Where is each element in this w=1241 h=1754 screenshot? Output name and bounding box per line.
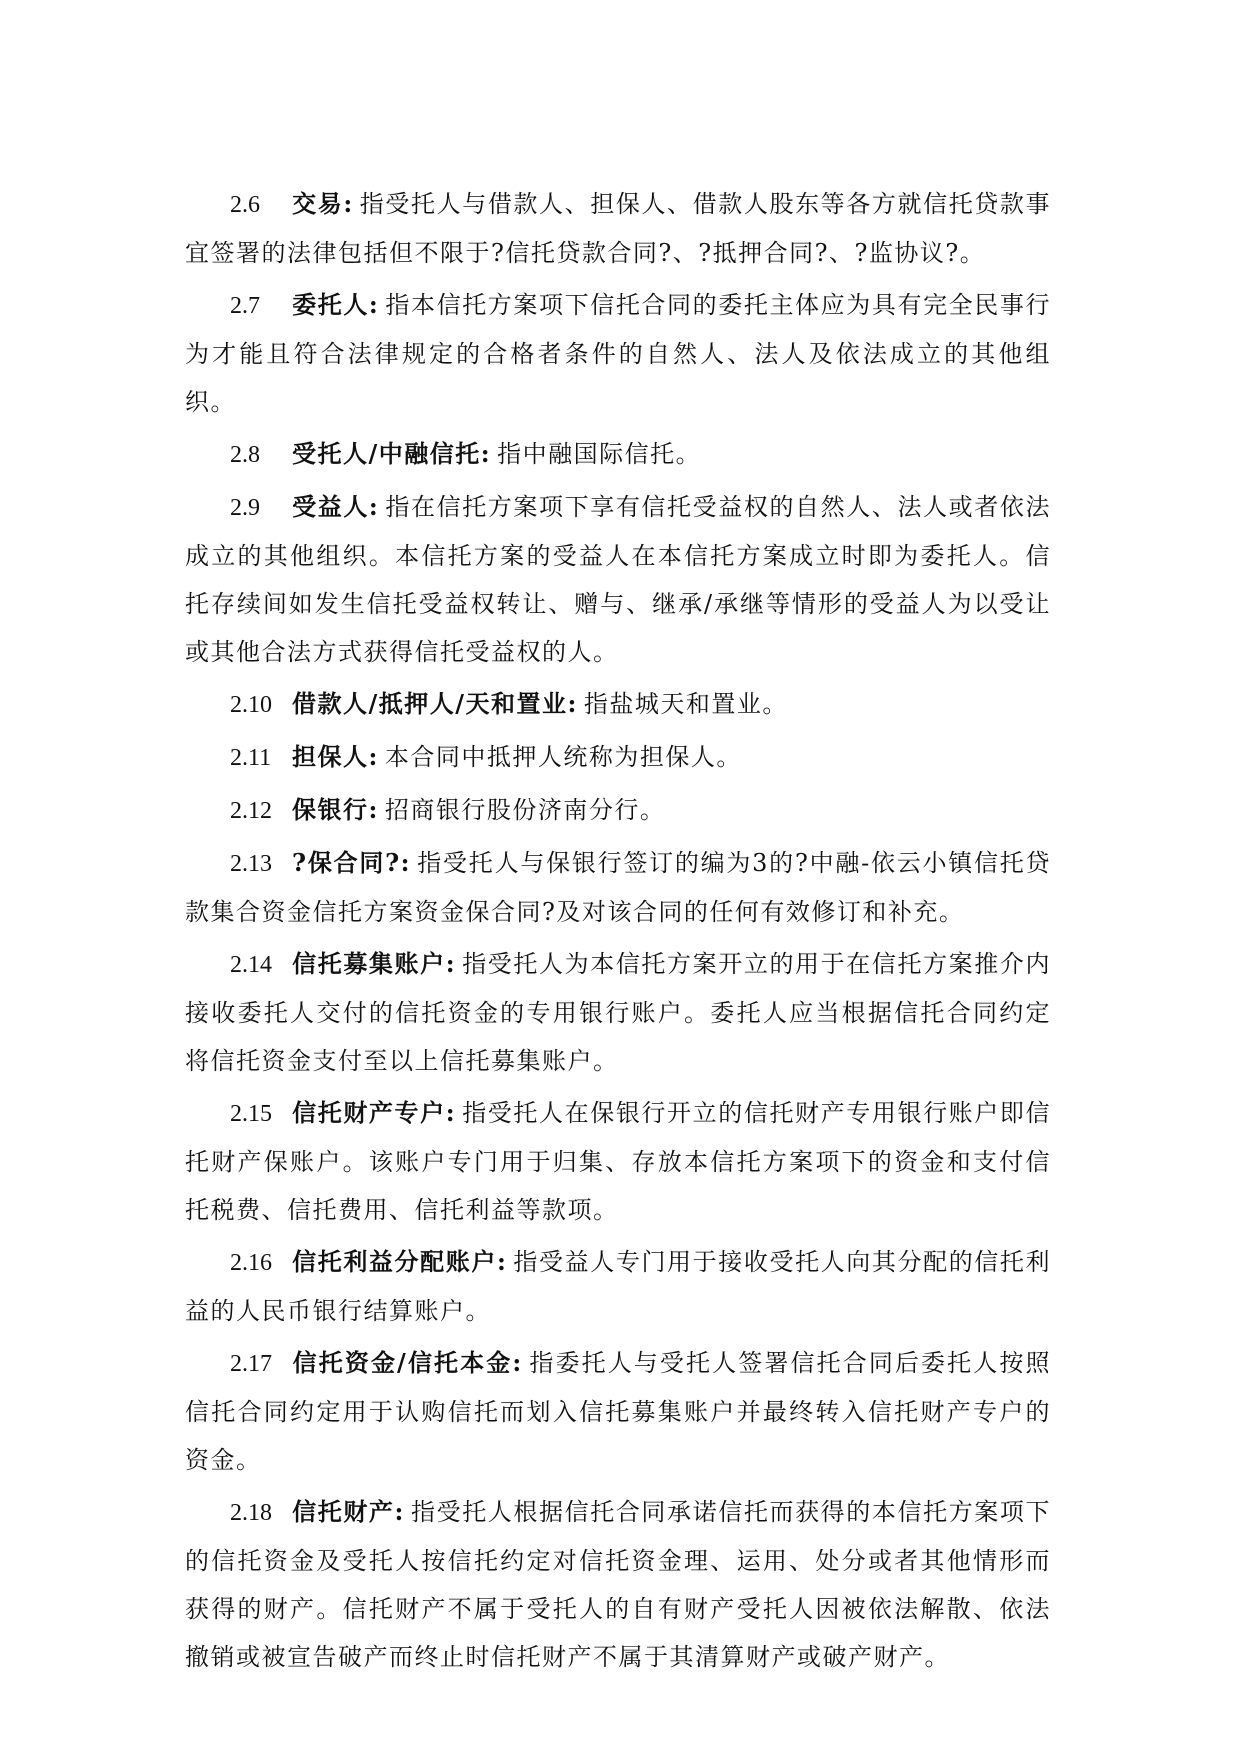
- definition-text: 指受托人根据信托合同承诺信托而获得的本信托方案项下的信托资金及受托人按信托约定对信托资金理、运用、处分或者其他情形而获得的财产。信托财产不属于受托人的自有财产受托人因被依法解散、依法撤销或被宣告破产而终止时信托财产不属于其清算财产或破产财产。: [185, 1498, 1052, 1671]
- definition-clause: [185, 180, 1051, 277]
- definition-text: 本合同中抵押人统称为担保人。: [384, 743, 742, 771]
- definition-clause: [185, 1238, 1051, 1335]
- defined-term: [292, 439, 491, 468]
- definition-clause: [185, 1488, 1051, 1681]
- definition-text: 指中融国际信托。: [497, 440, 702, 468]
- defined-term-text: 信托财产: [292, 1497, 395, 1526]
- term-separator: :: [394, 1497, 405, 1526]
- definition-text: 指受托人在保银行开立的信托财产专用银行账户即信托财产保账户。该账户专门用于归集、存放本信托方案项下的资金和支付信托税费、信托费用、信托利益等款项。: [185, 1099, 1051, 1224]
- clause-number: 2.15: [230, 1101, 272, 1127]
- definition-clause: [185, 839, 1051, 936]
- definition-text: 指受托人为本信托方案开立的用于在信托方案推介内接收委托人交付的信托资金的专用银行账户。委托人应当根据信托合同约定将信托资金支付至以上信托募集账户。: [185, 950, 1051, 1075]
- term-separator: :: [445, 1098, 457, 1127]
- defined-term: [292, 492, 379, 521]
- definition-clause: [185, 733, 1051, 782]
- definition-clause: [185, 430, 1051, 479]
- defined-term: [292, 689, 578, 718]
- defined-term: [292, 290, 379, 319]
- defined-term: [292, 189, 354, 218]
- definition-clause: [185, 483, 1051, 676]
- defined-term-text: 信托财产专户: [292, 1098, 446, 1127]
- defined-term: [292, 795, 379, 824]
- defined-term: [292, 949, 456, 978]
- defined-term-text: ?保合同?: [292, 848, 401, 877]
- definition-text: 指本信托方案项下信托合同的委托主体应为具有完全民事行为才能且符合法律规定的合格者条件的自然人、法人及依法成立的其他组织。: [185, 291, 1052, 416]
- definitions-list: [185, 180, 1051, 1685]
- defined-term-text: 借款人/抵押人/天和置业: [292, 689, 568, 718]
- definition-text: 指受托人与借款人、担保人、借款人股东等各方就信托贷款事宜签署的法律包括但不限于?信托贷款合同?、?抵押合同?、?监协议?。: [185, 190, 1052, 267]
- definition-text: 指受益人专门用于接收受托人向其分配的信托利益的人民币银行结算账户。: [185, 1248, 1052, 1325]
- definition-clause: [185, 786, 1051, 835]
- clause-number: 2.17: [230, 1351, 272, 1377]
- definition-clause: [185, 1089, 1051, 1234]
- clause-number: 2.10: [230, 692, 272, 718]
- defined-term-text: 信托募集账户: [292, 949, 446, 978]
- defined-term-text: 受益人: [292, 492, 369, 521]
- clause-number: 2.6: [230, 192, 260, 218]
- term-separator: :: [400, 848, 412, 877]
- term-separator: :: [343, 189, 354, 218]
- defined-term-text: 委托人: [292, 290, 369, 319]
- defined-term: [292, 1098, 456, 1127]
- term-separator: :: [512, 1348, 523, 1377]
- definition-clause: [185, 680, 1051, 729]
- term-separator: :: [368, 795, 379, 824]
- term-separator: :: [567, 689, 578, 718]
- clause-number: 2.9: [230, 495, 260, 521]
- term-separator: :: [445, 949, 457, 978]
- defined-term: [292, 848, 411, 877]
- defined-term-text: 担保人: [292, 742, 369, 771]
- defined-term-text: 信托利益分配账户: [292, 1247, 497, 1276]
- definition-text: 指盐城天和置业。: [583, 690, 788, 718]
- defined-term: [292, 742, 379, 771]
- clause-number: 2.18: [230, 1500, 272, 1526]
- definition-clause: [185, 281, 1051, 426]
- defined-term-text: 交易: [292, 189, 344, 218]
- definition-text: 指委托人与受托人签署信托合同后委托人按照信托合同约定用于认购信托而划入信托募集账户并最终转入信托财产专户的资金。: [185, 1349, 1051, 1474]
- defined-term-text: 保银行: [292, 795, 369, 824]
- term-separator: :: [368, 742, 379, 771]
- term-separator: :: [368, 290, 380, 319]
- definition-clause: [185, 1339, 1051, 1484]
- defined-term-text: 信托资金/信托本金: [292, 1348, 513, 1377]
- defined-term-text: 受托人/中融信托: [292, 439, 481, 468]
- clause-number: 2.12: [230, 798, 272, 824]
- definition-clause: [185, 940, 1051, 1085]
- clause-number: 2.14: [230, 952, 272, 978]
- defined-term: [292, 1247, 507, 1276]
- term-separator: :: [480, 439, 492, 468]
- defined-term: [292, 1497, 405, 1526]
- clause-number: 2.8: [230, 442, 260, 468]
- definition-text: 指在信托方案项下享有信托受益权的自然人、法人或者依法成立的其他组织。本信托方案的受益人在本信托方案成立时即为委托人。信托存续间如发生信托受益权转让、赠与、继承/承继等情形的受益人为以受让或其他合法方式获得信托受益权的人。: [185, 493, 1052, 666]
- clause-number: 2.7: [230, 293, 260, 319]
- term-separator: :: [496, 1247, 508, 1276]
- clause-number: 2.16: [230, 1250, 272, 1276]
- defined-term: [292, 1348, 523, 1377]
- definition-text: 招商银行股份济南分行。: [384, 796, 666, 824]
- clause-number: 2.11: [230, 745, 272, 771]
- term-separator: :: [368, 492, 380, 521]
- clause-number: 2.13: [230, 851, 272, 877]
- definition-text: 指受托人与保银行签订的编为3的?中融-依云小镇信托贷款集合资金信托方案资金保合同?及对该合同的任何有效修订和补充。: [185, 849, 1052, 926]
